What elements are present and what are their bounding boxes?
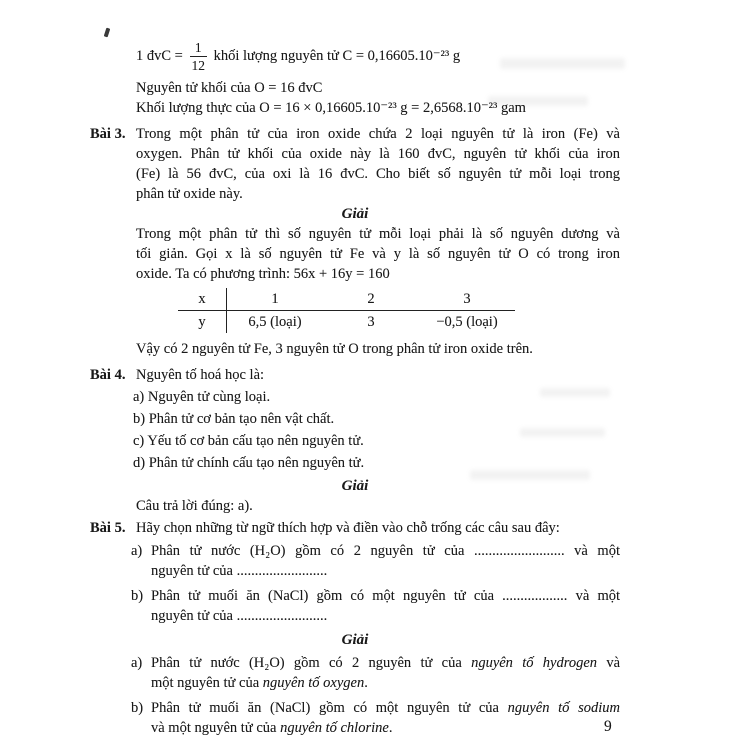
table-cell: 1 — [227, 288, 324, 311]
formula-o-atomic-mass: Nguyên tử khối của O = 16 đvC — [136, 80, 323, 96]
problem-4 — [90, 365, 620, 473]
table-cell: 3 — [419, 288, 515, 311]
problem-4-title: Nguyên tố hoá học là: — [136, 367, 265, 383]
text-segment: và một nguyên tử của — [151, 720, 281, 736]
table-row-x — [178, 288, 515, 311]
table-row-y — [178, 311, 515, 334]
formula-o-real-mass: Khối lượng thực của O = 16 × 0,16605.10⁻²³ g = 2,6568.10⁻²³ gam — [136, 100, 526, 116]
fill-item-a-text — [151, 541, 620, 581]
item-marker: b) — [131, 588, 144, 604]
table-cell: 6,5 (loại) — [248, 314, 302, 330]
text-segment: . — [388, 720, 393, 736]
formula-text: khối lượng nguyên tử C = 0,16605.10⁻²³ g — [213, 48, 461, 64]
text-line — [151, 653, 620, 673]
solution-heading: Giải — [341, 478, 369, 494]
problem-3-label: Bài 3. — [90, 126, 126, 142]
solution-item-a — [131, 653, 621, 693]
text-line: Trong một phân tử thì số nguyên tử mỗi loại phải là số nguyên dương và — [136, 226, 620, 242]
option-c: c) Yếu tố cơ bản cấu tạo nên nguyên tử. — [133, 433, 364, 449]
problem-4-label: Bài 4. — [90, 367, 126, 383]
text-segment: và — [597, 655, 621, 671]
solution-heading: Giải — [341, 206, 369, 222]
table-cell: y — [178, 311, 227, 334]
page-number: 9 — [604, 718, 612, 735]
text-line — [151, 673, 620, 693]
solution-table — [178, 288, 515, 333]
item-marker: b) — [131, 700, 144, 716]
text-line: (Fe) là 56 đvC, của oxi là 16 đvC. Cho biết số nguyên tử mỗi loại trong — [136, 166, 620, 182]
fill-item-a — [131, 541, 620, 581]
item-marker: a) — [131, 543, 143, 559]
text-line: oxygen. Phân tử khối của oxide này là 160 đvC, nguyên tử khối của iron — [136, 146, 620, 162]
text-segment: một nguyên tử của — [151, 675, 263, 691]
text-line: oxide. Ta có phương trình: 56x + 16y = 160 — [136, 266, 390, 282]
table-cell: −0,5 (loại) — [436, 314, 498, 330]
text-line: nguyên tử của ......................... — [151, 608, 328, 624]
fill-item-b — [131, 586, 620, 626]
emphasized-term: nguyên tố sodium — [507, 700, 620, 716]
formula-dvc-definition — [136, 34, 620, 78]
emphasized-term: nguyên tố chlorine — [280, 720, 389, 736]
option-b: b) Phân tử cơ bản tạo nên vật chất. — [133, 411, 335, 427]
text-line: nguyên tử của ......................... — [151, 563, 328, 579]
text-line: tối giản. Gọi x là số nguyên tử Fe và y là số nguyên tử O có trong iron — [136, 246, 620, 262]
solution-heading: Giải — [341, 632, 369, 648]
problem-3-solution — [90, 224, 620, 284]
text-segment: Phân tử muối ăn (NaCl) gồm có một nguyên tử của — [151, 700, 508, 716]
fill-item-b-text — [151, 586, 620, 626]
page-content — [90, 34, 620, 738]
text-line — [151, 698, 620, 718]
problem-5 — [90, 518, 620, 738]
problem-3 — [90, 124, 620, 204]
text-line: phân tử oxide này. — [136, 186, 243, 202]
fraction-1-12: $\frac{1}{12}$ — [191, 39, 205, 73]
text-line: Trong một phân tử của iron oxide chứa 2 loại nguyên tử là iron (Fe) và — [136, 126, 620, 142]
problem-5-label: Bài 5. — [90, 520, 126, 536]
problem-4-answer: Câu trả lời đúng: a). — [136, 498, 253, 514]
problem-5-title: Hãy chọn những từ ngữ thích hợp và điền vào chỗ trống các câu sau đây: — [136, 520, 560, 536]
table-cell: 3 — [367, 314, 375, 330]
item-marker: a) — [131, 655, 143, 671]
problem-3-statement — [136, 124, 620, 204]
option-d: d) Phân tử chính cấu tạo nên nguyên tử. — [133, 455, 365, 471]
solution-item-b — [131, 698, 620, 738]
problem-3-solution-text — [136, 224, 620, 284]
formula-text: 1 đvC = — [136, 48, 183, 64]
text-line — [151, 718, 620, 738]
option-a: a) Nguyên tử cùng loại. — [133, 389, 271, 405]
text-segment: . — [364, 675, 368, 691]
table-cell: x — [178, 288, 227, 311]
text-line: Phân tử nước (H₂O) gồm có 2 nguyên tử của ......................... và một — [151, 543, 620, 559]
table-cell: 2 — [323, 288, 419, 311]
text-line: Phân tử muối ăn (NaCl) gồm có một nguyên tử của .................. và một — [151, 588, 620, 604]
emphasized-term: nguyên tố oxygen — [262, 675, 365, 691]
text-segment: Phân tử nước (H₂O) gồm có 2 nguyên tử của — [151, 655, 472, 671]
problem-3-conclusion: Vậy có 2 nguyên tử Fe, 3 nguyên tử O trong phân tử iron oxide trên. — [136, 341, 533, 357]
emphasized-term: nguyên tố hydrogen — [471, 655, 598, 671]
